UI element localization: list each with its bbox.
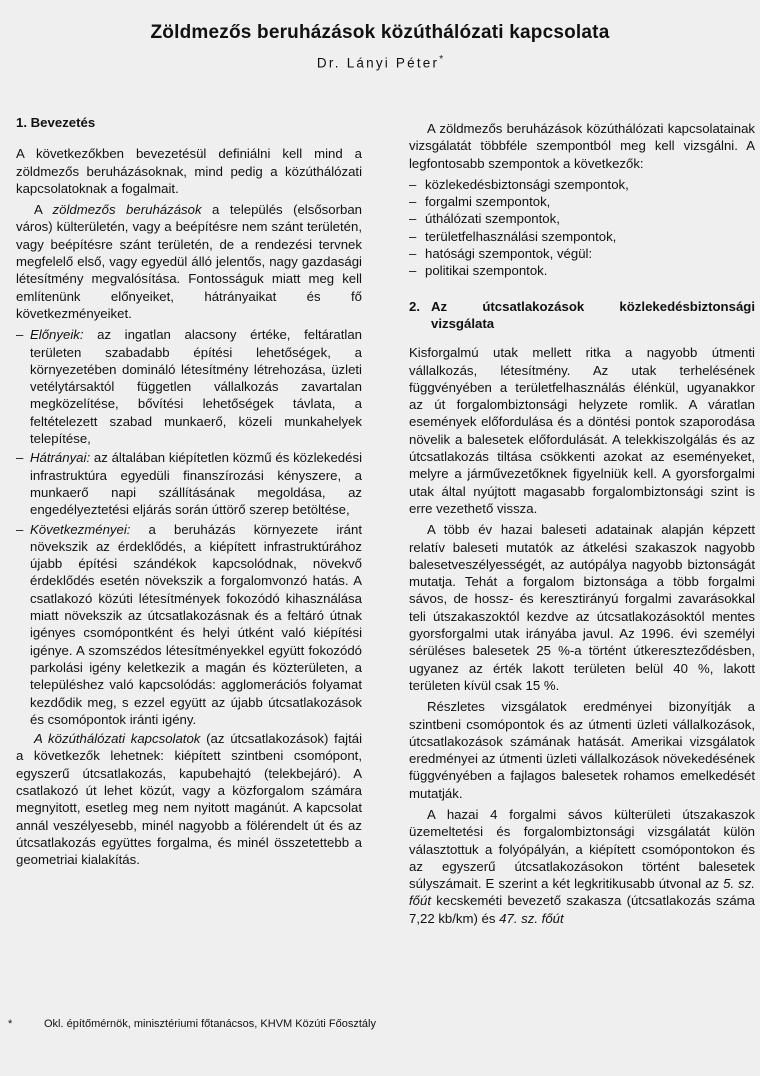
list-item-advantages bbox=[16, 326, 362, 447]
list-item-text: forgalmi szempontok, bbox=[425, 194, 551, 210]
list-item-text: hatósági szempontok, végül: bbox=[425, 246, 593, 262]
right-column bbox=[409, 120, 755, 931]
section-heading-2 bbox=[409, 298, 755, 333]
disadvantages-text: az általában kiépítetlen közmű és közlekedési infrastruktúra egyedüli finanszírozási kényszere, a munkaerő napi szállításának megoldása, az engedélyeztetési eljárás során úttörő szerep betöltése, bbox=[30, 450, 362, 518]
disadvantages-label: Hátrányai: bbox=[30, 450, 91, 466]
footnote bbox=[8, 1018, 748, 1030]
author-line bbox=[0, 54, 760, 71]
list-item bbox=[409, 245, 755, 262]
section-heading-1: 1. Bevezetés bbox=[16, 115, 96, 130]
author-name: Dr. Lányi Péter bbox=[316, 55, 440, 71]
list-item bbox=[409, 193, 755, 210]
connections-text: (az útcsatlakozások) fajtái a következők lehetnek: kiépített szintbeni csomópont, egyszerű útcsatlakozás, kapubehajtó (telekbejáró). A csatlakozó út lehet közút, vagy a közforgalom számára megnyitott, esetleg meg nem nyitott magánút. A kapcsolat annál veszélyesebb, minél nagyobb a fölérendelt út és az útcsatlakozás együttes forgalma, és minél összetettebb a geometriai kialakítás. bbox=[16, 731, 363, 868]
road-name: 47. sz. főút bbox=[499, 910, 564, 926]
list-item-text: úthálózati szempontok, bbox=[425, 211, 560, 227]
dash-bullet: – bbox=[409, 176, 417, 192]
left-column bbox=[16, 114, 362, 872]
aspects-intro: A zöldmezős beruházások közúthálózati kapcsolatainak vizsgálatát többféle szempontból meg kell vizsgálni. A legfontosabb szempontok a következők: bbox=[409, 121, 755, 171]
author-footnote-mark: * bbox=[439, 54, 444, 65]
dash-bullet: – bbox=[16, 450, 24, 466]
definition-text: a település (elsősorban város) külterületén, vagy a beépítésre nem szánt területén, vagy beépítésre szánt területén, de a rendezési tervnek megfelelő első, vagy egyedül álló jelentős, nagy gazdasági létesítmény megvalósítása. Fontosságuk miatt meg kell említenünk előnyeiket, hátrányaikat és fő következményeiket. bbox=[16, 202, 362, 321]
safety-paragraph-2: A több év hazai baleseti adatainak alapján képzett relatív baleseti mutatók az átkelési szakaszok nagyobb balesetveszélyességét, az autópálya nagyobb biztonságát mutatja. Tehát a forgalom biztonsága a több forgalmi sávos, de hossz- és keresztirányú forgalmi zavarásokkal teli útszakaszoktól kezdve az útcsatlakozásoktól mentes gyorsforgalmi utak irányába javul. Az 1996. évi személyi sérüléses balesetek 25 %-a történt útkereszteződésben, ugyanez az érték lakott területen belül 40 %, lakott területen kívül csak 15 %. bbox=[409, 522, 755, 693]
dash-bullet: – bbox=[16, 521, 24, 537]
paragraph-text: kecskeméti bevezető szakasza (útcsatlakozás száma 7,22 kb/km) és bbox=[409, 893, 755, 926]
road-name: 5. sz. főút bbox=[409, 876, 755, 909]
consequences-label: Következményei: bbox=[30, 521, 131, 537]
section-number: 2. bbox=[409, 298, 420, 314]
list-item-disadvantages bbox=[16, 449, 362, 518]
connections-term: A közúthálózati kapcsolatok bbox=[34, 731, 201, 747]
advantages-text: az ingatlan alacsony értéke, feltáratlan területen szabadabb építési lehetőségek, a környezetében domináló létesítmény létrehozása, üzleti vetélytársaktól független vállalkozás zavartalan megközelítése, bővítési lehetőségek távlata, a feltételezett szabad munkaerő, közeli munkahelyek telepítése, bbox=[30, 327, 362, 447]
safety-paragraph-4 bbox=[409, 806, 755, 927]
safety-paragraph-3: Részletes vizsgálatok eredményei bizonyítják a szintbeni csomópontok és az útmenti üzleti vállalkozások, útcsatlakozások számának hatását. Amerikai vizsgálatok eredményei az útmenti üzleti vállalkozások növekedésének függvényében a fajlagos balesetek rohamos emelkedését mutatják. bbox=[409, 699, 755, 801]
consequences-text: a beruházás környezete iránt növekszik az érdeklődés, a kiépített infrastruktúrához újabb építési szándékok kapcsolódnak, növekvő érdeklődés esetén növekszik a forgalomvonzó hatás. A csatlakozó közúti létesítmények fokozódó kihasználása miatt növekszik az útcsatlakozásnak és a feltáró útnak igényes csomópontként és helyi útként való kiépítési igénye. A szomszédos létesítményekkel együtt fokozódó parkolási igény keletkezik a magán és közterületen, a településhez való kapcsolódás: agglomerációs folyamat kezdődik meg, s ezzel együtt az újabb útcsatlakozások és csomópontok iránti igény. bbox=[30, 521, 362, 727]
dash-bullet: – bbox=[409, 246, 417, 262]
list-item bbox=[409, 176, 755, 193]
article-title: Zöldmezős beruházások közúthálózati kapcsolata bbox=[150, 22, 610, 43]
intro-paragraph: A következőkben bevezetésül definiálni kell mind a zöldmezős beruházásoknak, mind pedig a közúthálózati kapcsolatoknak a fogalmait. bbox=[16, 146, 362, 196]
dash-bullet: – bbox=[409, 228, 417, 244]
definition-paragraph bbox=[16, 201, 362, 322]
dash-bullet: – bbox=[16, 327, 24, 343]
list-item-consequences bbox=[16, 521, 362, 729]
aspects-list bbox=[409, 176, 755, 280]
list-item bbox=[409, 262, 755, 279]
dash-bullet: – bbox=[409, 194, 417, 210]
list-item-text: közlekedésbiztonsági szempontok, bbox=[425, 176, 629, 192]
footnote-text: Okl. építőmérnök, minisztériumi főtanácsos, KHVM Közúti Főosztály bbox=[44, 1018, 376, 1030]
advantages-label: Előnyeik: bbox=[30, 327, 84, 343]
dash-bullet: – bbox=[409, 263, 417, 279]
list-item-text: politikai szempontok. bbox=[425, 263, 548, 279]
list-item bbox=[409, 210, 755, 227]
paragraph-text: A hazai 4 forgalmi sávos külterületi útszakaszok üzemeltetési és forgalombiztonsági vizsgálatát külön választottuk a folyópályán, a kiépített csomópontokon és az egyszerű útcsatlakozásokon történt balesetek súlyszámait. E szerint a két legkritikusabb útvonal az bbox=[409, 806, 755, 892]
connections-paragraph bbox=[16, 730, 362, 868]
definition-prefix: A bbox=[34, 202, 53, 218]
section-title: Az útcsatlakozások közlekedésbiztonsági vizsgálata bbox=[431, 298, 755, 331]
list-item bbox=[409, 228, 755, 245]
definition-term: zöldmezős beruházások bbox=[52, 202, 202, 218]
footnote-mark: * bbox=[8, 1018, 13, 1030]
safety-paragraph-1: Kisforgalmú utak mellett ritka a nagyobb útmenti vállalkozás, létesítmény. Az utak terhelésének függvényében a területfelhasználás élénkül, ugyanakkor az út forgalombiztonsági helyzete romlik. A váratlan események előfordulása és a döntési pontok szaporodása növelik a balesetek előfordulását. A telekkiszolgálás és az útcsatlakozás tiltása csökkenti azokat az eseményeket, melyre a járművezetőknek figyelniük kell. A gyorsforgalmi utak által nyújtott magasabb forgalombiztonsági szint is erre vezethető vissza. bbox=[409, 345, 755, 516]
list-item-text: területfelhasználási szempontok, bbox=[425, 228, 617, 244]
dash-bullet: – bbox=[409, 211, 417, 227]
